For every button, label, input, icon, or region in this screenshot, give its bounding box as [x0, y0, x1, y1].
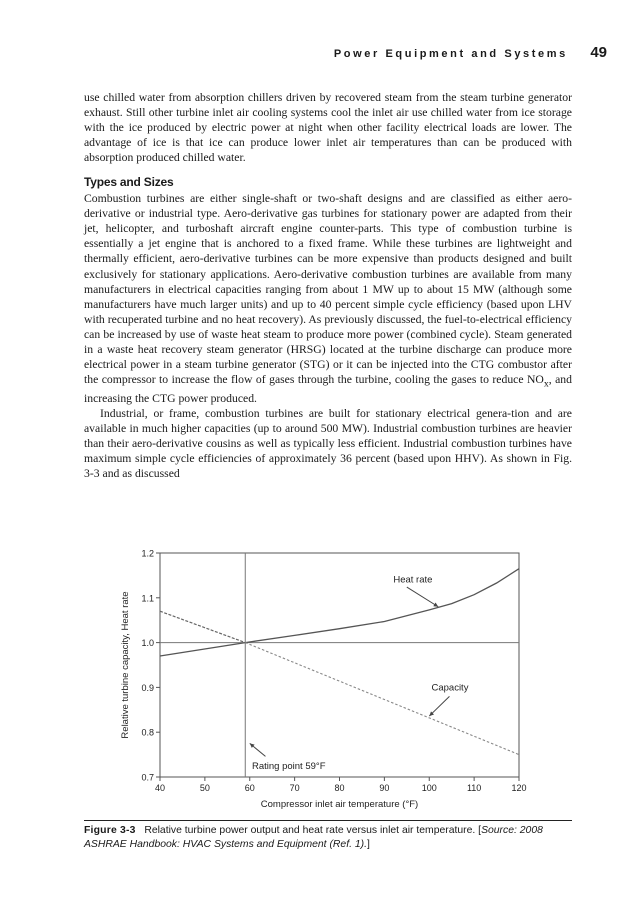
nox-subscript: x	[543, 378, 549, 390]
x-tick-label: 70	[289, 783, 300, 793]
section-heading: Types and Sizes	[84, 175, 174, 190]
heat-rate-label: Heat rate	[393, 574, 433, 586]
caption-text: Relative turbine power output and heat rate versus inlet air temperature. [	[144, 825, 482, 836]
paragraph-1: use chilled water from absorption chillers driven by recovered steam from the steam turbine generator exhaust. Still other turbine inlet air cooling systems cool the inlet air use chilled water from ice storage with the ice produced by electric power at night when other facility electrical loads are lower. The advantage of ice is that ice can produce lower inlet air temperatures than can be produced with absorption produced chilled water.	[84, 91, 572, 165]
y-tick-label: 0.7	[141, 772, 154, 783]
x-axis-label: Compressor inlet air temperature (°F)	[260, 799, 419, 810]
figure-3-3	[84, 545, 572, 815]
paragraph-2-text: Combustion turbines are either single-shaft or two-shaft designs and are classified as either aero-derivative or industrial type. Aero-derivative gas turbines for stationary power are adapted from their jet, helicopter, and turboshaft aircraft engine counter-parts. This type of combustion turbine is essentially a jet engine that is anchored to a fixed frame. While these turbines are lightweight and thermally efficient, aero-derivative turbines can be more expensive than products designed and built exclusively for stationary applications. Aero-derivative combustion turbines are available from many manufacturers in electrical capacities ranging from about 1 MW up to about 15 MW (although some manufacturers have much larger units) and up to 40 percent simple cycle efficiency (based upon LHV with recuperated turbine and no heat recovery). As previously discussed, the fuel-to-electrical efficiency can be increased by use of waste heat steam to produce more power (combined cycle). Steam generated in a waste heat recovery steam generator (HRSG) located at the turbine discharge can produce more electrical power in a steam turbine generator (STG) or it can be injected into the CTG combustor after the compressor to increase the flow of gases through the turbine, cooling the gases to reduce NO	[84, 192, 572, 386]
y-axis-label: Relative turbine capacity, Heat rate	[120, 591, 131, 739]
section-title: Power Equipment and Systems	[333, 48, 568, 60]
heat-rate-arrow	[407, 587, 438, 607]
x-tick-label: 100	[421, 783, 437, 793]
x-tick-label: 110	[466, 783, 482, 793]
chart	[84, 545, 572, 815]
y-tick-label: 0.8	[141, 727, 154, 738]
y-tick-label: 1.1	[141, 593, 154, 604]
paragraph-2	[84, 191, 572, 406]
y-tick-label: 0.9	[141, 682, 154, 693]
running-header	[0, 44, 607, 62]
x-tick-label: 80	[334, 783, 345, 793]
rating-point-label: Rating point 59°F	[251, 760, 326, 772]
y-tick-label: 1.0	[141, 638, 154, 649]
x-tick-label: 60	[244, 783, 255, 793]
caption-source-prefix: Source:	[481, 825, 517, 836]
caption-close: ]	[366, 839, 370, 850]
paragraph-3: Industrial, or frame, combustion turbines are built for stationary electrical genera-tion and are available in much higher capacities (up to around 500 MW). Industrial combustion turbines are heavier than their aero-derivative cousins as well as typically less efficient. Industrial combustion turbines have maximum simple cycle efficiencies of approximately 36 percent (based upon HHV). As shown in Fig. 3-3 and as discussed	[84, 407, 572, 481]
capacity-label: Capacity	[431, 682, 469, 694]
figure-caption	[84, 824, 572, 852]
figure-label: Figure 3-3	[84, 825, 136, 836]
caption-source: 2008 ASHRAE Handbook: HVAC Systems and Equipment (Ref. 1).	[84, 825, 543, 850]
plot-frame	[160, 553, 519, 777]
x-tick-label: 90	[379, 783, 390, 793]
x-tick-label: 120	[511, 783, 527, 793]
x-tick-label: 40	[154, 783, 166, 793]
page-number: 49	[590, 44, 607, 61]
x-tick-label: 50	[199, 783, 210, 793]
capacity-line-right	[245, 643, 519, 755]
capacity-line-left	[160, 611, 245, 642]
caption-rule	[84, 820, 572, 821]
body-text	[84, 90, 572, 482]
y-tick-label: 1.2	[141, 548, 154, 559]
paragraph-2-end: , and increasing the CTG power produced.	[84, 372, 572, 406]
